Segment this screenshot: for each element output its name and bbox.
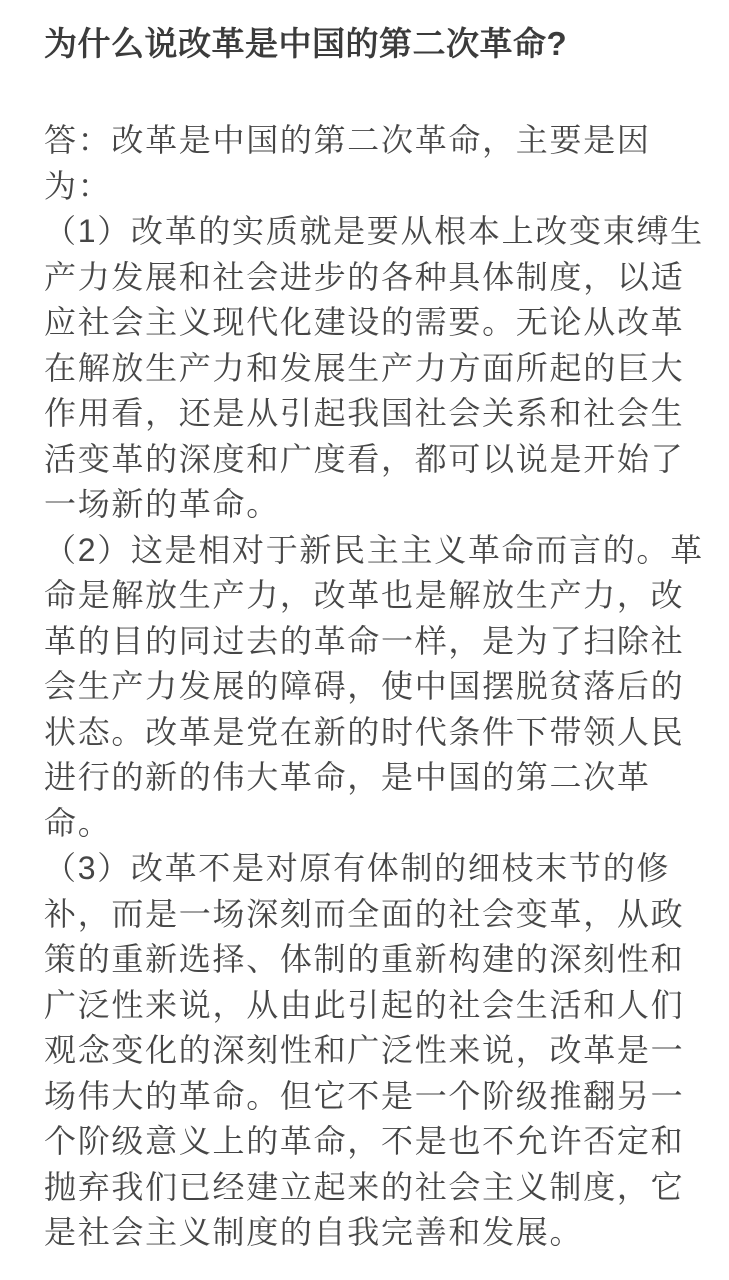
text-line: 策的重新选择、体制的重新构建的深刻性和	[44, 941, 685, 978]
text-line: 进行的新的伟大革命，是中国的第二次革	[44, 759, 651, 796]
text-line: 命是解放生产力，改革也是解放生产力，改	[44, 577, 685, 614]
text-line: 会生产力发展的障碍，使中国摆脱贫落后的	[44, 668, 685, 705]
text-line: 应社会主义现代化建设的需要。无论从改革	[44, 304, 685, 341]
question-title: 为什么说改革是中国的第二次革命?	[44, 25, 568, 62]
text-line: 为：	[44, 167, 112, 204]
text-line: 个阶级意义上的革命，不是也不允许否定和	[44, 1123, 685, 1160]
text-line: 革的目的同过去的革命一样，是为了扫除社	[44, 622, 685, 659]
text-line: 答：改革是中国的第二次革命，主要是因	[44, 122, 651, 159]
text-line: 在解放生产力和发展生产力方面所起的巨大	[44, 349, 685, 386]
text-line: 补，而是一场深刻而全面的社会变革，从政	[44, 895, 685, 932]
answer-body	[44, 118, 704, 1256]
text-line: 是社会主义制度的自我完善和发展。	[44, 1214, 584, 1251]
text-line: 广泛性来说，从由此引起的社会生活和人们	[44, 986, 685, 1023]
text-line: 产力发展和社会进步的各种具体制度，以适	[44, 258, 685, 295]
paragraph	[44, 846, 693, 1256]
paragraph	[44, 209, 704, 528]
paragraph	[44, 528, 704, 847]
text-line: （1）改革的实质就是要从根本上改变束缚生	[44, 213, 704, 250]
paragraph	[44, 118, 693, 209]
text-line: 一场新的革命。	[44, 486, 280, 523]
text-line: 作用看，还是从引起我国社会关系和社会生	[44, 395, 685, 432]
text-line: 观念变化的深刻性和广泛性来说，改革是一	[44, 1032, 685, 1069]
text-line: 状态。改革是党在新的时代条件下带领人民	[44, 713, 685, 750]
text-line: 活变革的深度和广度看，都可以说是开始了	[44, 440, 685, 477]
text-line: 场伟大的革命。但它不是一个阶级推翻另一	[44, 1077, 685, 1114]
text-line: 抛弃我们已经建立起来的社会主义制度，它	[44, 1168, 685, 1205]
text-line: 命。	[44, 804, 112, 841]
text-line: （2）这是相对于新民主主义革命而言的。革	[44, 531, 704, 568]
text-line: （3）改革不是对原有体制的细枝末节的修	[44, 850, 671, 887]
